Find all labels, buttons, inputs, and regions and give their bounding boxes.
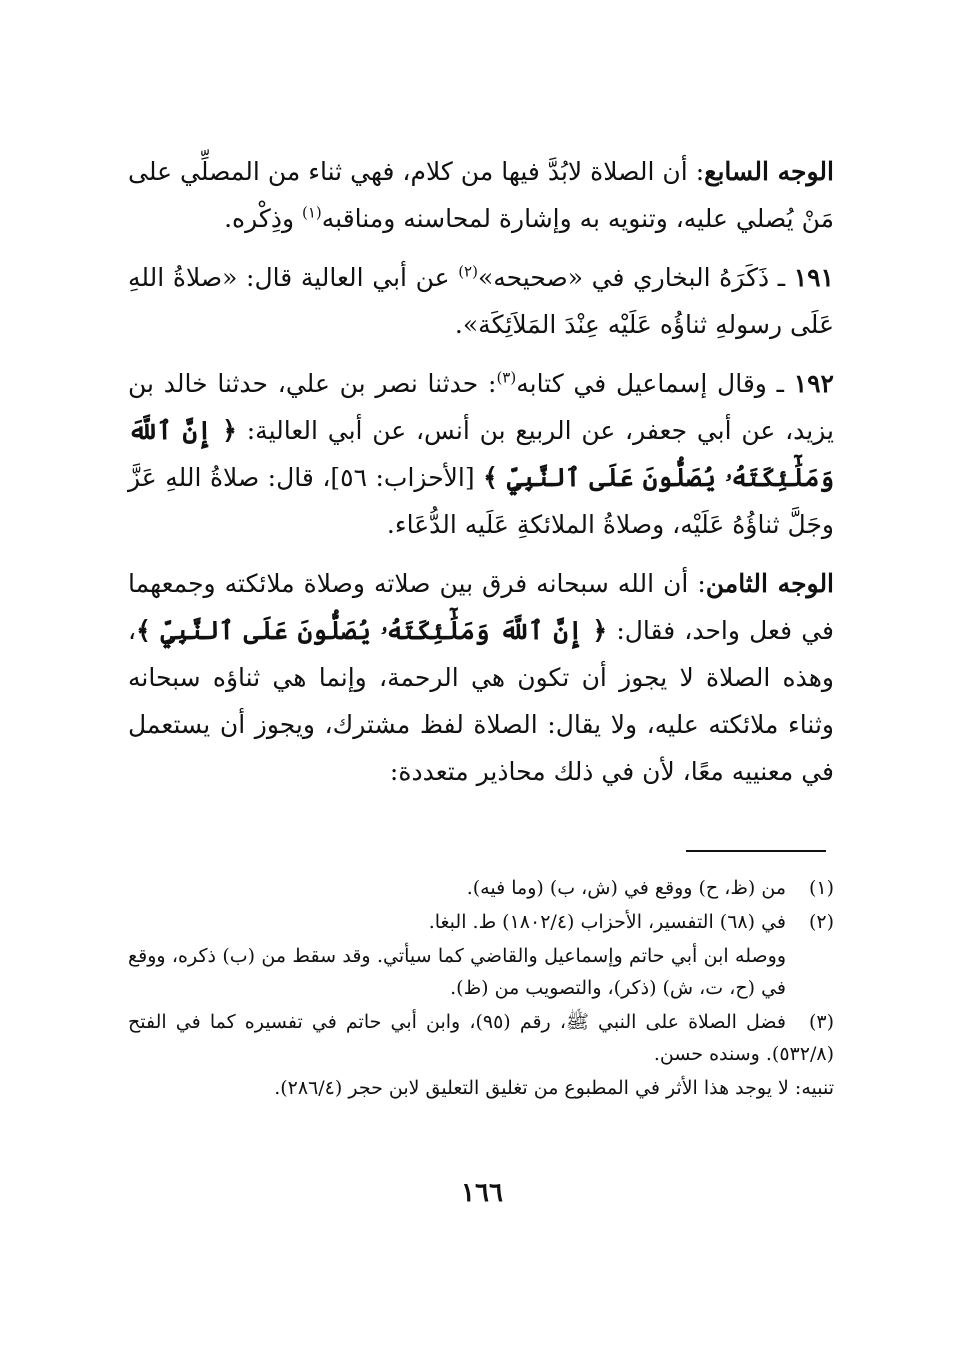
paragraph-text: : أن الصلاة لابُدَّ فيها من كلام، فهي ثناء من المصلِّي على مَنْ يُصلي عليه، وتنويه به وإشارة لمحاسنه ومناقبه bbox=[128, 157, 834, 233]
footnote-2-continuation bbox=[128, 940, 834, 1004]
narration-number: ١٩١ bbox=[793, 263, 834, 292]
footnote-marker: (٢) bbox=[808, 911, 834, 933]
quran-verse: ﴿ إِنَّ ٱللَّهَ وَمَلَٰٓئِكَتَهُۥ يُصَلُّونَ عَلَى ٱلنَّبِيِّ ﴾ bbox=[128, 416, 834, 492]
section-heading: الوجه الثامن bbox=[705, 569, 835, 598]
footnote-marker: (٣) bbox=[808, 1011, 834, 1033]
narration-number: ١٩٢ bbox=[793, 369, 834, 398]
footnote-3 bbox=[128, 1006, 834, 1070]
paragraph-text: ، وهذه الصلاة لا يجوز أن تكون هي الرحمة، وإنما هي ثناؤه سبحانه وثناء ملائكته عليه، ولا يقال: الصلاة لفظ مشترك، ويجوز أن يستعمل في معنييه معًا، لأن في ذلك محاذير متعددة: bbox=[128, 616, 834, 786]
paragraph-text: وذِكْره. bbox=[224, 204, 302, 233]
footnote-marker: (١) bbox=[808, 877, 834, 899]
paragraph-eighth-aspect bbox=[128, 560, 834, 795]
paragraph-text: : حدثنا نصر بن علي، حدثنا خالد بن يزيد، عن أبي جعفر، عن الربيع بن أنس، عن أبي العالية: bbox=[128, 369, 834, 445]
paragraph-text: عن أبي العالية قال: «صلاةُ اللهِ عَلَى رسولهِ ثناؤُه عَلَيْه عِنْدَ المَلاَئِكَة». bbox=[128, 263, 834, 339]
footnote-reference[interactable]: (٣) bbox=[496, 368, 517, 387]
footnote-reference[interactable]: (٢) bbox=[458, 262, 478, 281]
section-heading: الوجه السابع bbox=[704, 157, 834, 186]
paragraph-192 bbox=[128, 360, 834, 548]
paragraph-seventh-aspect bbox=[128, 148, 834, 242]
footnote-separator bbox=[686, 850, 826, 852]
footnote-text: من (ظ، ح) ووقع في (ش، ب) (وما فيه). bbox=[466, 877, 786, 899]
footnote-2 bbox=[128, 906, 834, 938]
footnote-text: ووصله ابن أبي حاتم وإسماعيل والقاضي كما سيأتي. وقد سقط من (ب) ذكره، ووقع في (ح، ت، ش) (ذكر)، والتصويب من (ظ). bbox=[128, 945, 786, 999]
quran-verse: ﴿ إِنَّ ٱللَّهَ وَمَلَٰٓئِكَتَهُۥ يُصَلُّونَ عَلَى ٱلنَّبِيِّ ﴾ bbox=[136, 616, 608, 645]
paragraph-191 bbox=[128, 254, 834, 348]
main-text bbox=[128, 148, 834, 807]
footnotes bbox=[128, 872, 834, 1106]
paragraph-text: [الأحزاب: ٥٦]، قال: صلاةُ اللهِ عَزَّ وجَلَّ ثناؤُهُ عَلَيْه، وصلاةُ الملائكةِ عَلَيه الدُّعَاء. bbox=[128, 463, 834, 539]
footnote-text: فضل الصلاة على النبي ﷺ، رقم (٩٥)، وابن أبي حاتم في تفسيره كما في الفتح (٥٣٢/٨). وسنده حسن. bbox=[128, 1011, 834, 1065]
paragraph-text: : أن الله سبحانه فرق بين صلاته وصلاة ملائكته وجمعهما في فعل واحد، فقال: bbox=[128, 569, 834, 645]
footnote-3-note bbox=[128, 1072, 834, 1104]
paragraph-text: ـ ذَكَرَهُ البخاري في «صحيحه» bbox=[477, 263, 794, 292]
footnote-reference[interactable]: (١) bbox=[301, 203, 322, 222]
footnote-text: تنبيه: لا يوجد هذا الأثر في المطبوع من تغليق التعليق لابن حجر (٢٨٦/٤). bbox=[274, 1077, 834, 1099]
page-number: ١٦٦ bbox=[461, 1178, 503, 1208]
footnote-text: في (٦٨) التفسير، الأحزاب (١٨٠٢/٤) ط. البغا. bbox=[428, 911, 786, 933]
paragraph-text: ـ وقال إسماعيل في كتابه bbox=[516, 369, 794, 398]
footnote-1 bbox=[128, 872, 834, 904]
